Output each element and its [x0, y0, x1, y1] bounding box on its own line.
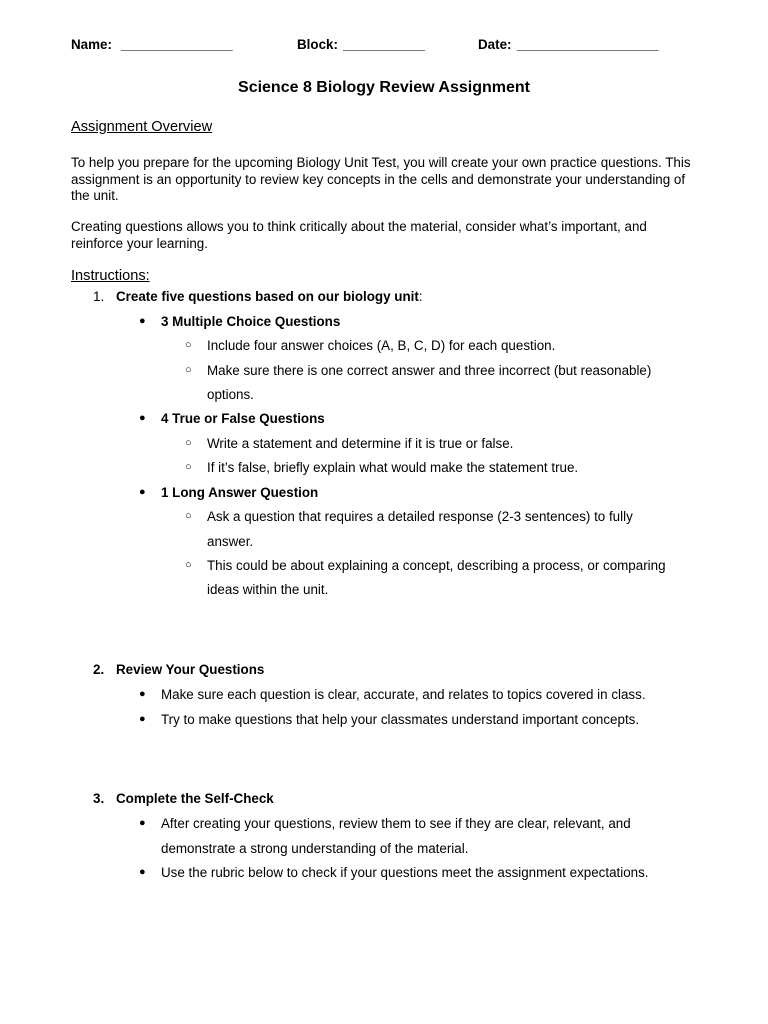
- item-2-bullet-2: Try to make questions that help your classmates understand important concepts.: [161, 712, 640, 727]
- item-3-number: 3.: [93, 791, 105, 806]
- block-label: Block:: [297, 37, 338, 52]
- la-sub-2b: ideas within the unit.: [207, 582, 329, 597]
- date-blank: ___________________: [517, 37, 659, 52]
- bullet-icon: ●: [139, 688, 146, 700]
- circle-bullet-icon: ○: [185, 339, 192, 351]
- instructions-heading: Instructions:: [71, 268, 150, 284]
- item-3-bullet-2: Use the rubric below to check if your questions meet the assignment expectations.: [161, 865, 649, 880]
- overview-paragraph-1: To help you prepare for the upcoming Biology Unit Test, you will create your own practice questions. This assignment is an opportunity to review key concepts in the cells and demonstrate your understanding of the unit.: [71, 155, 691, 204]
- bullet-icon: ●: [139, 486, 146, 498]
- item-2-bullet-1: Make sure each question is clear, accurate, and relates to topics covered in class.: [161, 687, 646, 702]
- circle-bullet-icon: ○: [185, 559, 192, 571]
- tf-sub-1: Write a statement and determine if it is true or false.: [207, 436, 514, 451]
- tf-label: 4 True or False Questions: [161, 411, 325, 426]
- item-1-number: 1.: [93, 289, 105, 304]
- circle-bullet-icon: ○: [185, 437, 192, 449]
- mc-sub-1: Include four answer choices (A, B, C, D) for each question.: [207, 338, 556, 353]
- circle-bullet-icon: ○: [185, 510, 192, 522]
- item-3-bullet-1a: After creating your questions, review them to see if they are clear, relevant, and: [161, 816, 631, 831]
- item-1-label: Create five questions based on our biology unit: [116, 289, 419, 304]
- la-label: 1 Long Answer Question: [161, 485, 319, 500]
- page-title: Science 8 Biology Review Assignment: [238, 79, 530, 96]
- item-2-label: Review Your Questions: [116, 662, 265, 677]
- la-sub-2a: This could be about explaining a concept, describing a process, or comparing: [207, 558, 666, 573]
- block-blank: ___________: [343, 37, 425, 52]
- item-3-label: Complete the Self-Check: [116, 791, 274, 806]
- name-blank: _______________: [121, 37, 233, 52]
- circle-bullet-icon: ○: [185, 364, 192, 376]
- mc-sub-2b: options.: [207, 387, 254, 402]
- la-sub-1a: Ask a question that requires a detailed response (2-3 sentences) to fully: [207, 509, 633, 524]
- name-label: Name:: [71, 37, 112, 52]
- item-2-number: 2.: [93, 662, 105, 677]
- overview-paragraph-2: Creating questions allows you to think critically about the material, consider what’s important, and reinforce your learning.: [71, 219, 647, 251]
- bullet-icon: ●: [139, 412, 146, 424]
- date-label: Date:: [478, 37, 512, 52]
- bullet-icon: ●: [139, 817, 146, 829]
- tf-sub-2: If it’s false, briefly explain what would make the statement true.: [207, 460, 579, 475]
- overview-heading: Assignment Overview: [71, 119, 213, 135]
- item-1-heading: [116, 289, 423, 304]
- bullet-icon: ●: [139, 713, 146, 725]
- bullet-icon: ●: [139, 866, 146, 878]
- mc-label: 3 Multiple Choice Questions: [161, 314, 341, 329]
- circle-bullet-icon: ○: [185, 461, 192, 473]
- mc-sub-2a: Make sure there is one correct answer and three incorrect (but reasonable): [207, 363, 652, 378]
- bullet-icon: ●: [139, 315, 146, 327]
- la-sub-1b: answer.: [207, 534, 254, 549]
- item-1-colon: :: [418, 289, 423, 304]
- item-3-bullet-1b: demonstrate a strong understanding of the material.: [161, 841, 469, 856]
